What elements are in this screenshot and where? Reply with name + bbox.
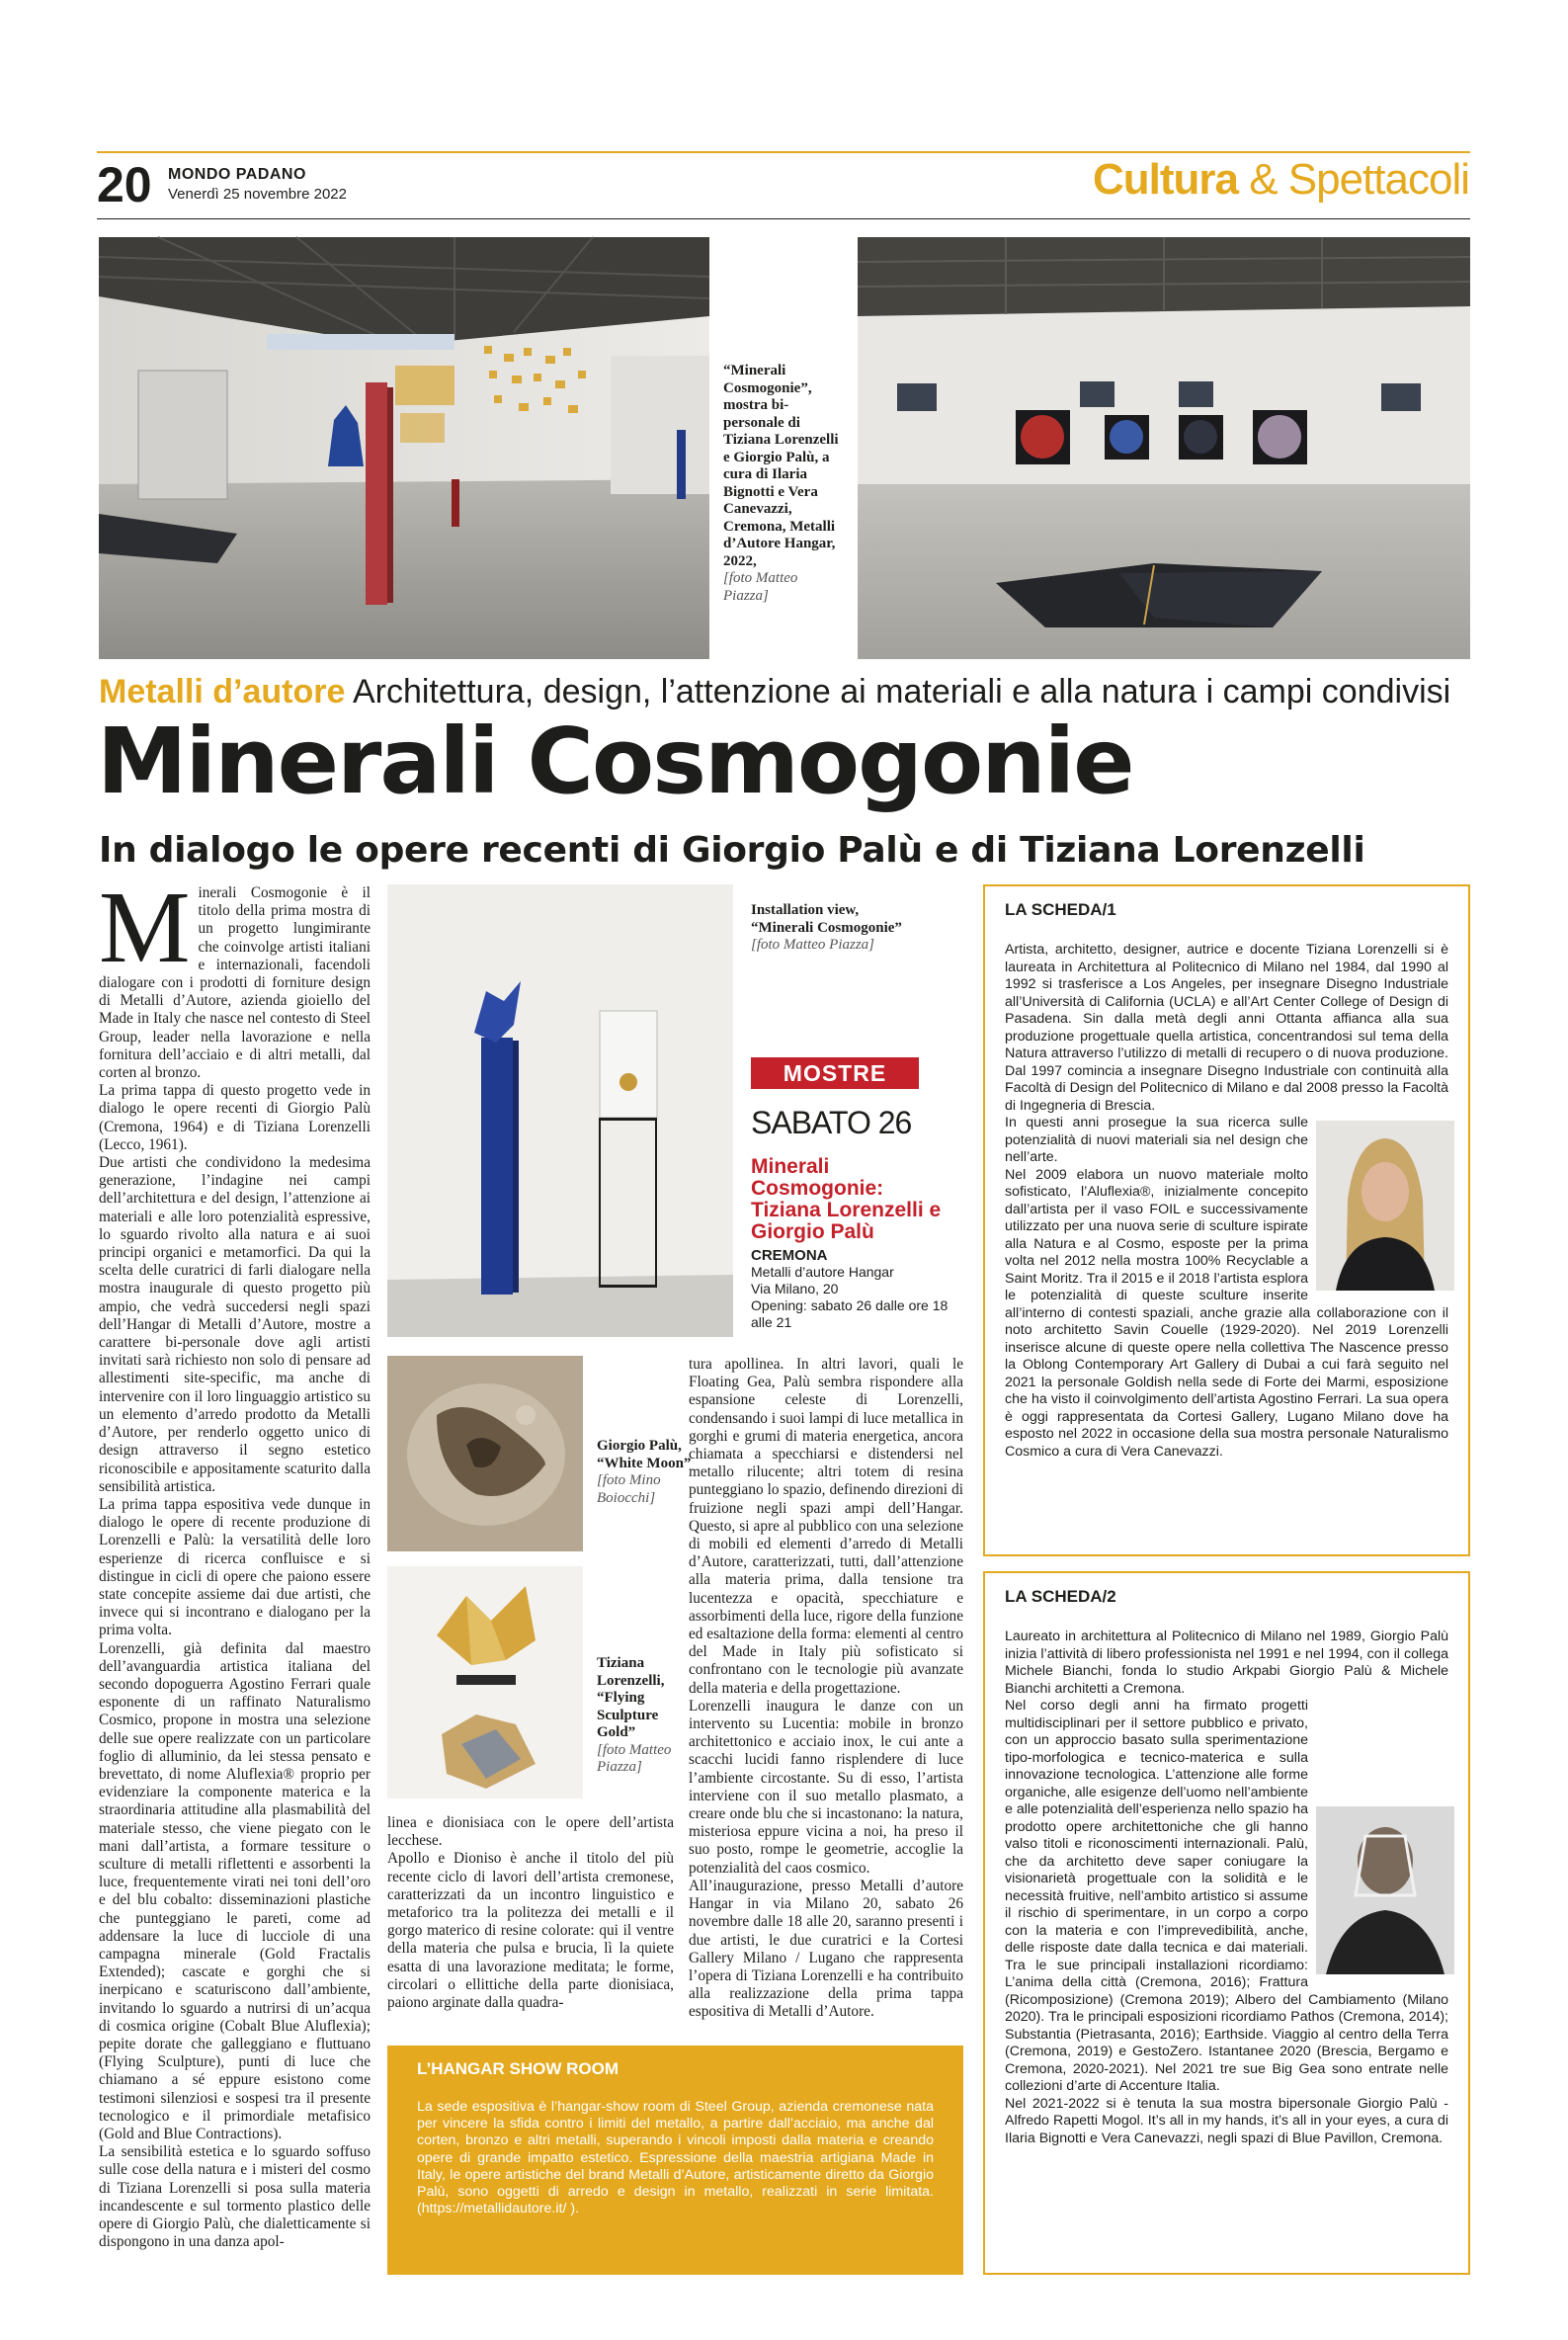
white-moon-caption xyxy=(597,1438,696,1507)
flying-sculpture-caption xyxy=(597,1655,696,1777)
article-column-3 xyxy=(689,1356,963,2021)
header-top-rule xyxy=(97,151,1470,153)
col1-paragraph-6: La sensibilità estetica e lo sguardo soffuso sulle cose della natura e i misteri del cosmo di Tiziana Lorenzelli si posa sulla materia incandescente e sul tormento plastico delle opere di Giorgio Palù, che dialetticamente si dispongono in una danza apol- xyxy=(99,2143,371,2251)
installation-caption-text: Installation view, “Minerali Cosmogonie” xyxy=(751,902,902,936)
scheda-2-title: LA SCHEDA/2 xyxy=(1005,1587,1116,1606)
scheda-2-paragraph-3: Nel 2021-2022 si è tenuta la sua mostra bipersonale Giorgio Palù - Alfredo Rapetti Mogol. It’s all in my hands, it’s all in your eyes, a cura di Ilaria Bignotti e Vera Canevazzi, negli spazi di Blue Pavillon, Cremona. xyxy=(1005,2095,1448,2146)
hangar-box xyxy=(387,2046,963,2275)
section-rest: & Spettacoli xyxy=(1249,155,1469,204)
article-column-1 xyxy=(99,871,371,2278)
event-city: CREMONA xyxy=(751,1247,828,1264)
exhibition-photo-right xyxy=(858,237,1470,659)
col3-paragraph-3: All’inaugurazione, presso Metalli d’autore Hangar in via Milano 20, sabato 26 novembre dalle 18 alle 20, saranno presenti i due artisti, le due curatrici e la Cortesi Gallery Milano / Lugano che rappresenta l’opera di Tiziana Lorenzelli e ha contribuito alla realizzazione della prima tappa espositiva di Metalli d’Autore. xyxy=(689,1877,963,2021)
installation-photo xyxy=(387,884,733,1337)
scheda-1-title: LA SCHEDA/1 xyxy=(1005,900,1116,919)
top-caption-text: “Minerali Cosmogonie”, mostra bi-personale di Tiziana Lorenzelli e Giorgio Palù, a cura di Ilaria Bignotti e Vera Canevazzi, Cremona, Metalli d’Autore Hangar, 2022, xyxy=(723,363,839,569)
white-moon-photo xyxy=(387,1356,583,1551)
col1-paragraph-3: Due artisti che condividono la medesima generazione, l’indagine nei campi dell’architettura e del design, l’attenzione ai materiali e alle loro potenzialità espressive, lo sguardo rivolto alla natura e ai suoi principi organici e metamorfici. Da qui la scelta delle curatrici di farli dialogare nella mostra inaugurale di questo progetto più ampio, che vedrà succedersi negli spazi dell’Hangar di Metalli d’Autore, mostre a carattere bi-personale dove agli artisti invitati sarà richiesto non solo di pensare ad allestimenti site-specific, ma anche di intervenire con il loro linguaggio artistico su un elemento d’arredo prodotto da Metalli d’Autore, per renderlo oggetto unico di design attraverso il segno estetico riconoscibile e appositamente scaturito dalla sensibilità artistica. xyxy=(99,1154,371,1495)
event-address: Via Milano, 20 xyxy=(751,1281,839,1296)
col3-paragraph-1: tura apollinea. In altri lavori, quali le Floating Gea, Palù sembra rispondere alla espansione celeste di Lorenzelli, condensando i suoi lampi di luce metallica in gorghi e grumi di materia energetica, ancora chiamata a specchiarsi e distendersi nel metallo rilucente; altri totem di resina punteggiano lo spazio, definendo direzioni di fruizione negli spazi ampi dell’Hangar. Questo, si apre al pubblico con una selezione di mobili ed elementi d’arredo di Metalli d’Autore, caratterizzati, tutti, dall’attenzione alla materia prima, dalla tensione tra lucentezza e opacità, specchiature e assorbimenti della luce, rigore della funzione ed esaltazione della forma: elementi al centro del Made in Italy più sofisticato si confrontano con le tecnologie più avanzate della materia e della progettazione. xyxy=(689,1356,963,1697)
issue-date: Venerdì 25 novembre 2022 xyxy=(168,186,347,203)
installation-caption-credit: [foto Matteo Piazza] xyxy=(751,937,875,953)
installation-caption xyxy=(751,902,909,955)
event-venue: Metalli d’autore Hangar xyxy=(751,1264,894,1280)
drop-cap: M xyxy=(99,871,191,984)
page-number: 20 xyxy=(97,157,152,212)
col1-paragraph-2: La prima tappa di questo progetto vede in dialogo le opere recenti di Giorgio Palù (Cremona, 1964) e di Tiziana Lorenzelli (Lecco, 1961). xyxy=(99,1082,371,1153)
scheda-1-paragraph-3: Nel 2009 elabora un nuovo materiale molto sofisticato, l’Aluflexia®, inizialmente concepito dall’artista per il vaso FOIL e successivamente utilizzato per una nuova serie di sculture ispirate alla Natura e al Cosmo, esposte per la prima volta nel 2012 nella mostra 100% Recyclable a Saint Moritz. Tra il 2015 e il 2018 l’artista esplora le potenzialità di queste sculture inserite all’interno di contesti spaziali, anche grazie alla collaborazione con il noto architetto Savin Couelle (1929-2020). Nel 2019 Lorenzelli inserisce alcune di queste opere nella collettiva The Nascence presso la Oblong Contemporary Art Gallery di Dubai a cui farà seguito nel 2021 la personale Goldish nella sede di Forte dei Marmi, esposizione che ha visto il coinvolgimento dell’artista Agostino Ferrari. La sua opera è oggi rappresentata da Cortesi Gallery, Lugano Milano dove ha esposto nel 2022 in occasione della sua mostra personale Naturalismo Cosmico a cura di Vera Canevazzi. xyxy=(1005,1166,1448,1460)
top-photo-caption xyxy=(723,363,840,605)
scheda-2-body xyxy=(1005,1629,1448,2147)
event-date: SABATO 26 xyxy=(751,1105,912,1140)
top-caption-credit: [foto Matteo Piazza] xyxy=(723,570,798,604)
scheda-2-box xyxy=(983,1571,1470,2275)
hangar-title: L’HANGAR SHOW ROOM xyxy=(417,2059,619,2078)
white-moon-caption-credit: [foto Mino Boiocchi] xyxy=(597,1472,661,1506)
hangar-text: La sede espositiva è l’hangar-show room di Steel Group, azienda cremonese nata per vincere la sfida contro i limiti del metallo, a partire dall’acciaio, ma anche dal corten, bronzo e altri metalli, superando i vincoli imposti dalla materia e creando opere di grande impatto estetico. Espressione della maestria artigiana Made in Italy, le opere artistiche del brand Metalli d’Autore, artisticamente diretto da Giorgio Palù, sono oggetti di arredo e design in metallo, realizzati in serie limitata. (https://metallidautore.it/ ). xyxy=(417,2099,934,2217)
col3-paragraph-2: Lorenzelli inaugura le danze con un intervento su Lucentia: mobile in bronzo architettonico e acciaio inox, le cui ante a scacchi lucidi fanno risplendere di luce l’ambiente circostante. Su di esso, l’artista interviene con il suo metallo plasmato, a creare onde blu che si incastonano: la natura, misteriosa eppure vicina a noi, ha preso il suo posto, rompe le geometrie, accoglie la potenzialità del caos cosmico. xyxy=(689,1697,963,1877)
kicker-rest: Architettura, design, l’attenzione ai materiali e alla natura i campi condivisi xyxy=(352,673,1451,710)
scheda-1-paragraph-1: Artista, architetto, designer, autrice e docente Tiziana Lorenzelli si è laureata in Architettura al Politecnico di Milano nel 1984, dal 1990 al 1992 si trasferisce a Los Angeles, per insegnare Disegno Industriale all’Università di California (UCLA) e all’Art Center College of Design di Pasadena. Sin dalla metà degli anni Ottanta affianca alla sua produzione progettuale quella artistica, concentrandosi sul tema della Natura attraverso l’utilizzo di metalli di recupero o di nuova produzione. Dal 1997 comincia a insegnare Disegno Industriale con continuità alla Facoltà di Design del Politecnico di Milano e dal 2008 presso la Facoltà di Ingegneria di Brescia. xyxy=(1005,942,1448,1114)
scheda-2-paragraph-1: Laureato in architettura al Politecnico di Milano nel 1989, Giorgio Palù inizia l’attività di libero professionista nel 1991 e nel 1994, con il collega Michele Bianchi, fonda lo studio Arkpabi Giorgio Palù & Michele Bianchi architetti a Cremona. xyxy=(1005,1629,1448,1697)
section-main: Cultura xyxy=(1092,155,1238,204)
header-bottom-rule xyxy=(97,218,1470,219)
event-opening: Opening: sabato 26 dalle ore 18 alle 21 xyxy=(751,1297,949,1330)
article-kicker xyxy=(99,675,1450,709)
section-title xyxy=(1092,155,1469,204)
article-title: Minerali Cosmogonie xyxy=(97,709,1133,814)
exhibition-photo-left xyxy=(99,237,709,659)
kicker-bold: Metalli d’autore xyxy=(99,673,346,710)
article-column-2 xyxy=(387,1814,674,2012)
col2-paragraph-1: linea e dionisiaca con le opere dell’artista lecchese. xyxy=(387,1814,674,1850)
newspaper-name: MONDO PADANO xyxy=(168,166,306,183)
article-subtitle: In dialogo le opere recenti di Giorgio Palù e di Tiziana Lorenzelli xyxy=(99,830,1365,871)
event-title: Minerali Cosmogonie: Tiziana Lorenzelli e Giorgio Palù xyxy=(751,1155,942,1243)
flying-sculpture-photo xyxy=(387,1566,583,1798)
col2-paragraph-2: Apollo e Dioniso è anche il titolo del più recente ciclo di lavori dell’artista cremonese, caratterizzati da un incontro linguistico e metaforico tra la politezza dei metalli e il gorgo materico di resine colorate: qui il ventre della materia che pulsa e brucia, lì la quiete esatta di una lavorazione meditata; le forme, circolari o ellittiche della parte dionisiaca, paiono arginate dalla quadra- xyxy=(387,1850,674,2012)
scheda-1-box xyxy=(983,884,1470,1556)
white-moon-caption-text: Giorgio Palù, “White Moon” xyxy=(597,1438,692,1471)
mostre-tag: MOSTRE xyxy=(751,1057,919,1089)
scheda-2-paragraph-2: Nel corso degli anni ha firmato progetti multidisciplinari per il settore pubblico e privato, con un approccio basato sulla sperimentazione tipo-morfologica e tecnico-materica e sulla innovazione tecnologica. L’attenzione alle forme organiche, alle esigenze dell’uomo nell’ambiente e alle potenzialità dell’esperienza nello spazio ha prodotto opere architettoniche che gli hanno valso titoli e riconoscimenti internazionali. Palù, che da architetto deve saper coniugare la visionarietà progettuale con la solidità e le necessità fruitive, nell’ambito artistico si assume il rischio di sperimentare, in un corpo a corpo con la materia e con l’imprevedibilità, anche, delle risposte date dalla tecnica e dai materiali. Tra le sue principali installazioni ricordiamo: L’anima della città (Cremona, 2016); Frattura (Ricomposizione) (Cremona 2019); Albero del Cambiamento (Milano 2020). Tra le principali esposizioni ricordiamo Pathos (Cremona, 2014); Substantia (Pietrasanta, 2016); Earthside. Viaggio al centro della Terra (Cremona, 2019) e GestoZero. Istantanee 2020 (Brescia, Bergamo e Cremona, 2020-2021). Nel 2021 tre sue Big Gea sono entrate nelle collezioni d’arte di Accenture Italia. xyxy=(1005,1698,1448,2094)
scheda-1-paragraph-2: In questi anni prosegue la sua ricerca sulle potenzialità di nuovi materiali sia nel design che nell’arte. xyxy=(1005,1115,1308,1165)
event-info xyxy=(751,1247,968,1331)
scheda-1-body xyxy=(1005,942,1448,1461)
flying-sculpture-caption-text: Tiziana Lorenzelli, “Flying Sculpture Gold” xyxy=(597,1655,665,1740)
palu-portrait xyxy=(1316,1806,1454,1974)
col1-paragraph-4: La prima tappa espositiva vede dunque in dialogo le opere di recente produzione di Lorenzelli e Palù: la versatilità delle loro esperienze di ricerca confluisce e si distingue in cicli di opere che paiono essere state concepite assieme dai due artisti, che invece qui si incontrano e dialogano per la prima volta. xyxy=(99,1495,371,1639)
lorenzelli-portrait xyxy=(1316,1121,1454,1291)
flying-sculpture-caption-credit: [foto Matteo Piazza] xyxy=(597,1741,672,1775)
col1-paragraph-5: Lorenzelli, già definita dal maestro dell’avanguardia artistica italiana del secondo dopoguerra Agostino Ferrari quale esponente di un raffinato Naturalismo Cosmico, propone in mostra una selezione delle sue opere realizzate con un particolare foglio di alluminio, da lei stessa pensato e brevettato, di nome Aluflexia® proprio per evidenziare la componente materica e la straordinaria attitudine alla plasmabilità del materiale stesso, che viene piegato con le mani dall’artista, a formare tessiture o sculture di metalli riflettenti e assorbenti la luce, frequentemente virati nei toni dell’oro e del blu cobalto: disseminazioni plastiche che punteggiano le pareti, come ad addensare la luce di lucciole di una campagna minerale (Gold Fractalis Extended); cascate e gorghi che si inerpicano e scaturiscono dall’ambiente, invitando lo sguardo a nutrirsi di un’acqua di cosmica origine (Cobalt Blue Aluflexia); pepite dorate che galleggiano e fluttuano (Flying Sculpture), punti di luce che chiamano a sé eppure esistono come testimoni silenziosi e sospesi tra il presente tecnologico e il primordiale metafisico (Gold and Blue Contractions). xyxy=(99,1639,371,2143)
col1-paragraph-1: inerali Cosmogonie è il titolo della prima mostra di un progetto lungimirante che coinvolge artisti italiani e internazionali, facendoli dialogare con i prodotti di forniture design di Metalli d’Autore, azienda gioiello del Made in Italy che nasce nel contesto di Steel Group, leader nella lavorazione e nella fornitura dell’acciaio e di altri metalli, dal corten al bronzo. xyxy=(99,884,371,1082)
